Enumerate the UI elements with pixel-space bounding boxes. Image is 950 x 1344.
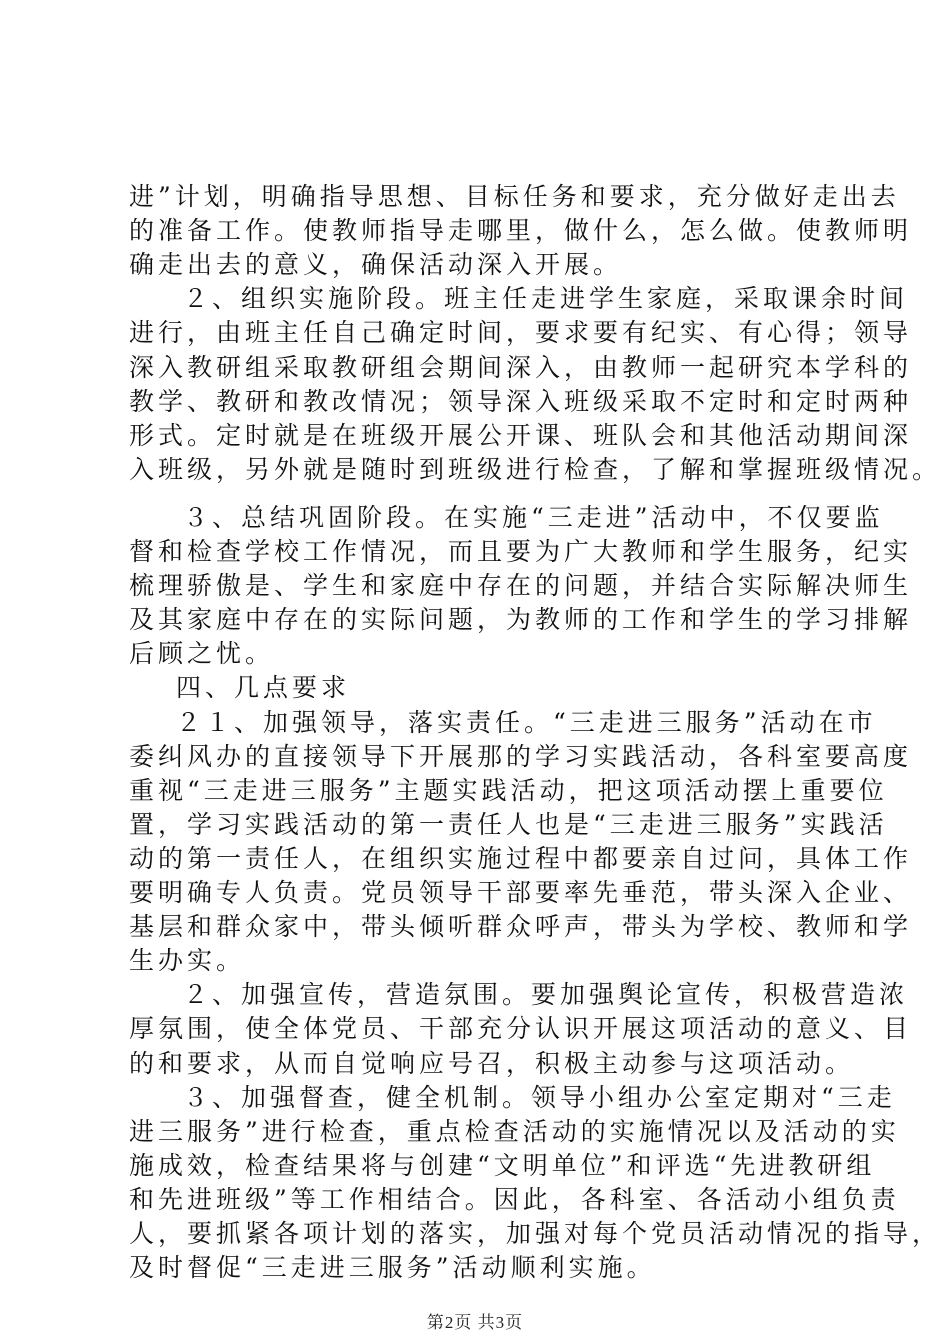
text-line: 委纠风办的直接领导下开展那的学习实践活动，各科室要高度 <box>129 742 913 771</box>
text-line: 梳理骄傲是、学生和家庭中存在的问题，并结合实际解决师生 <box>129 571 913 600</box>
text-line: 进行，由班主任自己确定时间，要求要有纪实、有心得；领导 <box>129 318 913 347</box>
text-line: 人，要抓紧各项计划的落实，加强对每个党员活动情况的指导， <box>129 1219 942 1248</box>
text-line: 进三服务”进行检查，重点检查活动的实施情况以及活动的实 <box>129 1117 900 1146</box>
text-line: 确走出去的意义，确保活动深入开展。 <box>129 250 623 279</box>
text-line: 生办实。 <box>129 946 246 975</box>
section-heading: 四、几点要求 <box>176 673 351 702</box>
text-line: 重视“三走进三服务”主题实践活动，把这项活动摆上重要位 <box>129 776 888 805</box>
page-footer: 第2页 共3页 <box>426 1313 524 1332</box>
text-line: 深入教研组采取教研组会期间深入，由教师一起研究本学科的 <box>129 353 913 382</box>
text-line: ３、加强督查，健全机制。领导小组办公室定期对“三走 <box>183 1083 896 1112</box>
text-line: 基层和群众家中，带头倾听群众呼声，带头为学校、教师和学 <box>129 912 913 941</box>
text-line: 教学、教研和教改情况；领导深入班级采取不定时和定时两种 <box>129 387 913 416</box>
text-line: 及时督促“三走进三服务”活动顺利实施。 <box>129 1253 656 1282</box>
text-line: 形式。定时就是在班级开展公开课、班队会和其他活动期间深 <box>129 421 913 450</box>
text-line: ３、总结巩固阶段。在实施“三走进”活动中，不仅要监 <box>183 503 884 532</box>
text-line: 的和要求，从而自觉响应号召，积极主动参与这项活动。 <box>129 1049 855 1078</box>
text-line: 入班级，另外就是随时到班级进行检查，了解和掌握班级情况。 <box>129 455 942 484</box>
text-line: ２、加强宣传，营造氛围。要加强舆论宣传，积极营造浓 <box>183 980 909 1009</box>
text-line: 的准备工作。使教师指导走哪里，做什么，怎么做。使教师明 <box>129 216 913 245</box>
text-line: 进”计划，明确指导思想、目标任务和要求，充分做好走出去 <box>129 182 900 211</box>
text-line: 动的第一责任人，在组织实施过程中都要亲自过问，具体工作 <box>129 844 913 873</box>
text-line: 厚氛围，使全体党员、干部充分认识开展这项活动的意义、目 <box>129 1014 913 1043</box>
text-line: 督和检查学校工作情况，而且要为广大教师和学生服务，纪实 <box>129 537 913 566</box>
text-line: 和先进班级”等工作相结合。因此，各科室、各活动小组负责 <box>129 1185 900 1214</box>
text-line: 及其家庭中存在的实际问题，为教师的工作和学生的学习排解 <box>129 605 913 634</box>
text-line: 后顾之忧。 <box>129 639 275 668</box>
text-line: 置，学习实践活动的第一责任人也是“三走进三服务”实践活 <box>129 810 888 839</box>
text-line: ２１、加强领导，落实责任。“三走进三服务”活动在市 <box>176 708 877 737</box>
text-line: 施成效，检查结果将与创建“文明单位”和评选“先进教研组 <box>129 1151 876 1180</box>
text-line: 要明确专人负责。党员领导干部要率先垂范，带头深入企业、 <box>129 878 913 907</box>
text-line: ２、组织实施阶段。班主任走进学生家庭，采取课余时间 <box>183 284 909 313</box>
